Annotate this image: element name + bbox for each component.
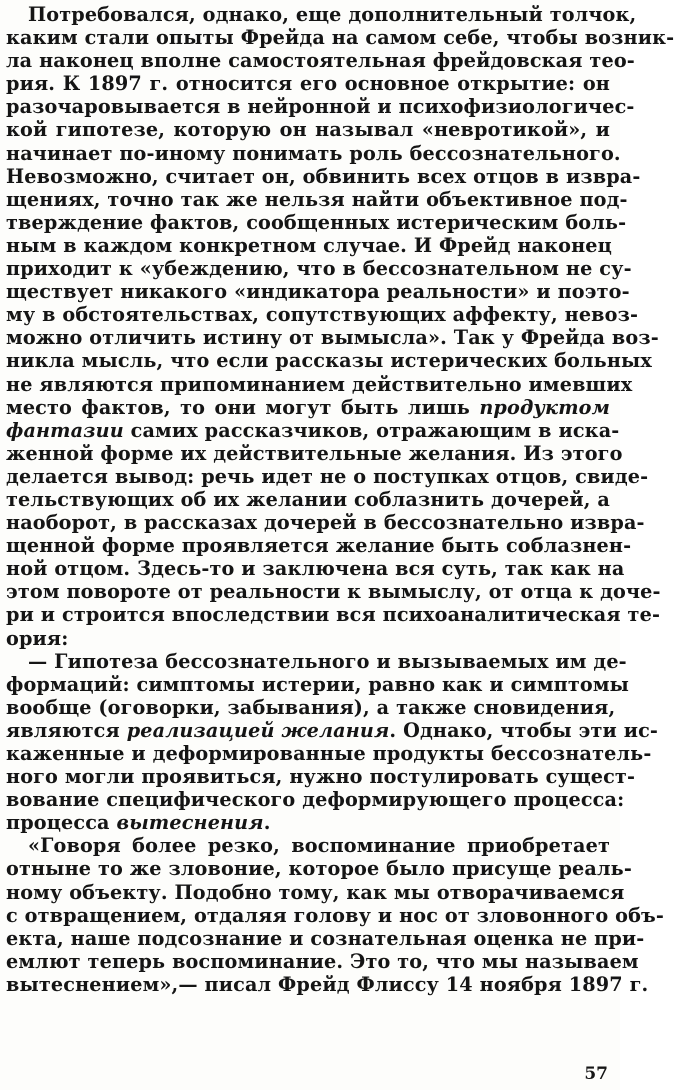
text-line: отныне то же зловоние, которое было присуще реаль- [6,857,632,881]
text-line: щенной форме проявляется желание быть соблазнен- [6,534,632,558]
text-line: разочаровывается в нейронной и психофизиологичес- [6,95,635,119]
text-segment: . Однако, чтобы эти ис- [389,718,659,742]
text-line: начинает по-иному понимать роль бессознательного. [6,141,621,165]
text-line: формаций: симптомы истерии, равно как и симптомы [6,672,630,696]
emphasis-fantazii: фантазии [6,418,124,442]
text-segment: самих рассказчиков, отражающим в иска- [123,418,620,442]
text-segment: . [263,811,271,835]
text-line: ного могли проявиться, нужно постулировать сущест- [6,765,636,789]
text-line: ным в каждом конкретном случае. И Фрейд наконец [6,233,612,257]
text-line [6,418,620,442]
text-line: Потребовался, однако, еще дополнительный толчок, [28,3,637,26]
text-line: наоборот, в рассказах дочерей в бессознательно извра- [6,511,645,535]
text-line: каким стали опыты Фрейда на самом себе, чтобы возник- [6,26,674,50]
text-line: не являются припоминанием действительно имевших [6,372,633,396]
body-text [6,3,674,996]
text-line: «Говоря более резко, воспоминание приобретает [28,834,610,858]
text-line: Невозможно, считает он, обвинить всех отцов в извра- [6,164,641,188]
text-line [6,718,659,742]
text-line: екта, наше подсознание и сознательная оценка не при- [6,926,645,950]
text-line: — Гипотеза бессознательного и вызываемых им де- [28,649,627,673]
text-line: ной отцом. Здесь-то и заключена вся суть, так как на [6,557,625,581]
text-line: тверждение фактов, сообщенных истерическим боль- [6,210,627,234]
text-line: ория: [6,626,69,650]
text-line: кой гипотезе, которую он называл «невротикой», и [6,118,610,142]
text-line [6,396,610,419]
emphasis-produktom: продуктом [479,395,610,419]
text-line: никла мысль, что если рассказы истерических больных [6,349,652,373]
text-line [6,811,610,834]
text-line: этом повороте от реальности к вымыслу, от отца к доче- [6,580,661,604]
emphasis-realizatsiey: реализацией желания [126,718,390,742]
text-line: каженные и деформированные продукты бессознатель- [6,742,652,765]
text-segment: место фактов, то они могут быть лишь [6,395,470,419]
text-line: му в обстоятельствах, сопутствующих аффекту, невоз- [6,303,639,327]
text-line: вообще (оговорки, забывания), а также сновидения, [6,695,616,719]
text-line: емлют теперь воспоминание. Это то, что мы называем [6,949,639,973]
emphasis-vytesneniya: вытеснения [116,811,264,835]
text-line: приходит к «убеждению, что в бессознательном не су- [6,257,632,281]
text-segment: являются [6,718,120,742]
text-segment: процесса [6,811,110,835]
text-line: ри и строится впоследствии вся психоаналитическая те- [6,603,661,627]
text-line: ла наконец вполне самостоятельная фрейдовская тео- [6,49,635,73]
text-line: ществует никакого «индикатора реальности» и поэто- [6,280,630,304]
text-line: щениях, точно так же нельзя найти объективное под- [6,187,628,211]
text-line: ному объекту. Подобно тому, как мы отворачиваемся [6,880,625,904]
page-number: 57 [584,1064,608,1084]
text-line: можно отличить истину от вымысла». Так у Фрейда воз- [6,326,659,350]
text-line: вытеснением»,— писал Фрейд Флиссу 14 ноября 1897 г. [6,972,649,996]
text-line: рия. К 1897 г. относится его основное открытие: он [6,72,610,96]
text-line: с отвращением, отдаляя голову и нос от зловонного объ- [6,903,665,927]
text-line: вование специфического деформирующего процесса: [6,788,625,812]
text-line: делается вывод: речь идет не о поступках отцов, свиде- [6,464,649,488]
text-line: женной форме их действительные желания. Из этого [6,441,623,465]
text-line: тельствующих об их желании соблазнить дочерей, а [6,487,611,511]
